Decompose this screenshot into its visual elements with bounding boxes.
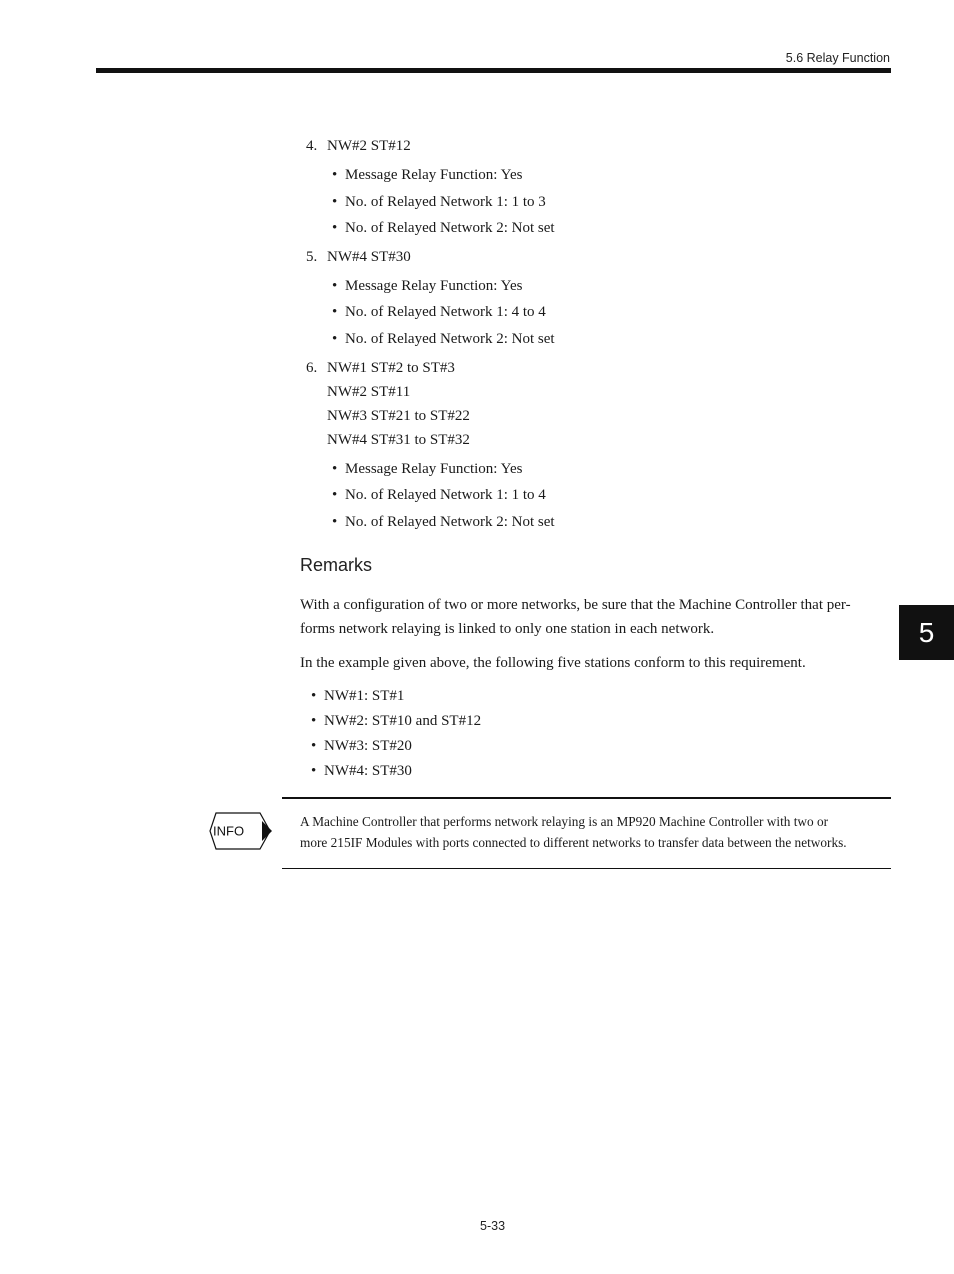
bullet-icon: •	[311, 688, 317, 704]
info-bottom-rule	[282, 868, 891, 869]
bullet-icon: •	[332, 514, 338, 530]
bullet-icon: •	[332, 278, 338, 294]
list-number: 6.	[306, 360, 318, 376]
bullet-text: No. of Relayed Network 1: 1 to 3	[345, 194, 546, 210]
bullet-icon: •	[311, 763, 317, 779]
bullet-text: No. of Relayed Network 1: 4 to 4	[345, 304, 546, 320]
bullet-text: No. of Relayed Network 2: Not set	[345, 514, 555, 530]
list-line: NW#2 ST#11	[327, 384, 411, 400]
page-number: 5-33	[480, 1219, 506, 1233]
bullet-icon: •	[311, 713, 317, 729]
header-rule	[96, 68, 891, 73]
info-text-line-2: more 215IF Modules with ports connected to different networks to transfer data between the networks.	[300, 835, 847, 850]
bullet-icon: •	[332, 220, 338, 236]
bullet-icon: •	[332, 304, 338, 320]
bullet-text: No. of Relayed Network 1: 1 to 4	[345, 487, 546, 503]
remarks-paragraph-2: In the example given above, the following five stations conform to this requirement.	[300, 655, 806, 671]
list-number: 5.	[306, 249, 318, 265]
bullet-text: Message Relay Function: Yes	[345, 278, 523, 294]
bullet-text: No. of Relayed Network 2: Not set	[345, 220, 555, 236]
list-line: NW#3 ST#21 to ST#22	[327, 408, 470, 424]
bullet-icon: •	[332, 331, 338, 347]
bullet-text: Message Relay Function: Yes	[345, 167, 523, 183]
remarks-paragraph-1-line-2: forms network relaying is linked to only one station in each network.	[300, 621, 715, 637]
list-line: NW#1 ST#2 to ST#3	[327, 360, 455, 376]
bullet-text: No. of Relayed Network 2: Not set	[345, 331, 555, 347]
bullet-icon: •	[332, 461, 338, 477]
bullet-text: Message Relay Function: Yes	[345, 461, 523, 477]
station-item: NW#3: ST#20	[324, 738, 412, 754]
bullet-icon: •	[332, 487, 338, 503]
remarks-heading: Remarks	[300, 555, 373, 575]
info-icon	[208, 811, 274, 851]
info-icon-label: INFO	[213, 823, 245, 839]
list-number: 4.	[306, 138, 318, 154]
info-text-line-1: A Machine Controller that performs network relaying is an MP920 Machine Controller with two or	[300, 814, 829, 829]
list-line: NW#4 ST#31 to ST#32	[327, 432, 470, 448]
info-text	[300, 811, 900, 853]
chapter-tab: 5	[899, 605, 954, 660]
info-top-rule	[282, 797, 891, 799]
station-item: NW#1: ST#1	[324, 688, 405, 704]
bullet-icon: •	[332, 194, 338, 210]
list-line: NW#2 ST#12	[327, 138, 411, 154]
bullet-icon: •	[332, 167, 338, 183]
remarks-paragraph-1-line-1: With a configuration of two or more networks, be sure that the Machine Controller that per-	[300, 597, 851, 613]
station-item: NW#2: ST#10 and ST#12	[324, 713, 482, 729]
header-section-title: 5.6 Relay Function	[785, 51, 890, 65]
bullet-icon: •	[311, 738, 317, 754]
station-item: NW#4: ST#30	[324, 763, 412, 779]
list-line: NW#4 ST#30	[327, 249, 411, 265]
